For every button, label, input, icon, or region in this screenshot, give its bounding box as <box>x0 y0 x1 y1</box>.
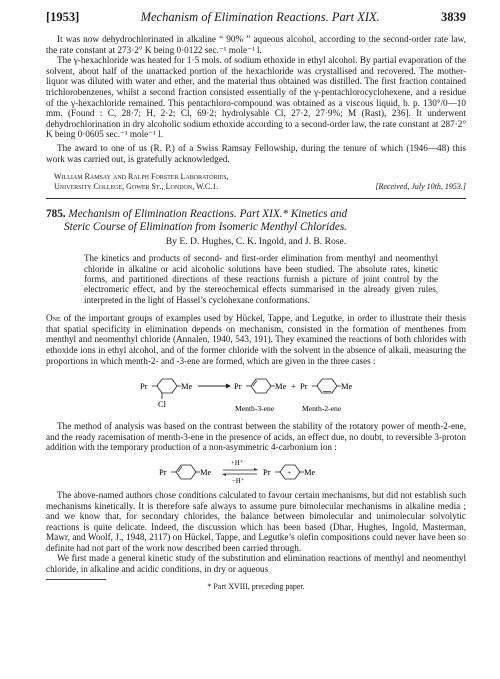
article-number: 785. <box>46 208 66 221</box>
running-header <box>46 10 466 25</box>
paragraph-1 <box>46 313 466 366</box>
s1-pr-1: Pr <box>140 381 148 392</box>
label-menth-3-ene: Menth-3-ene <box>235 404 275 414</box>
s2-me-2: Me <box>304 466 316 477</box>
header-year: [1953] <box>46 10 80 24</box>
paragraph-3: The above-named authors chose conditions calculated to favour certain mechanisms, but did not establish such mechanisms kinetically. It is therefore safe always to assume pure bimolecular mechanisms in alkaline media ; and we know that, for secondary chlorides, the balance between bimolecular and unimolecular solvolytic reactions is quite delicate. Indeed, the discussion which has been based (Dhar, Hughes, Ingold, Masterman, Mawr, and Woolf, J., 1948, 2117) on Hückel, Tappe, and Legutke’s olefin compositions could never have been so definite had not part of the work now described been carried through. <box>46 489 466 553</box>
article-title <box>46 208 466 234</box>
prev-paragraph-2: The γ-hexachloride was heated for 1·5 mols. of sodium ethoxide in ethyl alcohol. By partial evaporation of the solvent, about half of the unattacked portion of the hexachloride was crystallised and recovered. The mother-liquor was diluted with water and ether, and the material thus obtained was distilled. The first fraction contained trichlorobenzenes, whilst a second fraction consisted essentially of the γ-pentachlorocyclohexene, and a residue of the γ-hexachloride remained. This pentachloro-compound was obtained as a viscous liquid, b. p. 130°/0—10 mm. (Found : C, 28·7; H, 2·2; Cl, 69·2; hydrolysable Cl, 27·2, 27·9%; M (Rast), 236]. It underwent dehydrochlorination in dry alcoholic sodium ethoxide according to a second-order law, the rate constant at 287·2° K being 0·0605 sec.⁻¹ mole⁻¹ l. <box>46 55 466 140</box>
s2-pr-1: Pr <box>159 466 167 477</box>
received-date: [Received, July 10th, 1953.] <box>375 182 466 192</box>
s1-me-3: Me <box>341 381 353 392</box>
scheme-2-svg <box>141 456 371 488</box>
footnote-rule <box>46 579 106 580</box>
paragraph-4: We first made a general kinetic study of the substitution and elimination reactions of menthyl and neomenthyl chloride, in alkaline and acidic conditions, in dry or aqueous <box>46 553 466 575</box>
s1-plus: + <box>291 381 296 392</box>
s2-forward-label: +H⁺ <box>231 459 244 467</box>
s1-pr-3: Pr <box>300 381 308 392</box>
lead-word: One <box>46 313 61 324</box>
s1-ring-2 <box>251 379 271 393</box>
s2-pr-2: Pr <box>263 466 271 477</box>
s1-ring-3 <box>317 379 337 393</box>
s1-ring-1 <box>157 379 177 393</box>
s1-me-2: Me <box>275 381 287 392</box>
abstract: The kinetics and products of second- and first-order elimination from menthyl and neomenthyl chloride in alkaline or acid alcoholic solutions have been studied. The absolute rates, kinetic forms, and partitioned directions of these reactions furnish a picture of joint control by the electromeric effect, and by the stereochemical effects summarised in the already given rules, interpreted in the light of Hassel’s cyclohexane conformations. <box>84 253 438 305</box>
s1-pr-2: Pr <box>234 381 242 392</box>
affiliation-line-2: University College, Gower St., London, W.C.1. <box>54 182 219 192</box>
label-menth-2-ene: Menth-2-ene <box>302 404 342 414</box>
page-number: 3839 <box>441 10 466 24</box>
affiliation-line-1: William Ramsay and Ralph Forster Laboratories, <box>54 172 229 182</box>
s2-me-1: Me <box>200 466 212 477</box>
title-line-1: Mechanism of Elimination Reactions. Part XIX.* Kinetics and <box>68 208 348 221</box>
prev-paragraph-1: It was now dehydrochlorinated in alkaline “ 90% ” aqueous alcohol, according to the second-order rate law, the rate constant at 273·2° K being 0·0122 sec.⁻¹ mole⁻¹ l. <box>46 34 466 55</box>
reaction-scheme-2 <box>46 456 466 488</box>
title-line-2: Steric Course of Elimination from Isomeric Menthyl Chlorides. <box>64 221 347 234</box>
s1-me-1: Me <box>181 381 193 392</box>
s2-charge: + <box>287 467 292 477</box>
scheme-1-svg <box>126 369 386 419</box>
section-divider <box>46 198 466 199</box>
footnote: * Part XVIII, preceding paper. <box>207 581 305 591</box>
acknowledgement: The award to one of us (R. P.) of a Swiss Ramsay Fellowship, during the tenure of which (1946—48) this work was carried out, is gratefully acknowledged. <box>46 142 466 164</box>
header-title: Mechanism of Elimination Reactions. Part XIX. <box>140 10 380 24</box>
s1-cl: Cl <box>158 399 167 410</box>
reaction-scheme-1 <box>46 369 466 419</box>
s2-ring-1 <box>176 465 196 479</box>
paragraph-2: The method of analysis was based on the contrast between the stability of the rotatory power of menth-2-ene, and the ready racemisation of menth-3-ene in the presence of acids, an effect due, no doubt, to reversible 3-proton addition with the temporary production of a non-asymmetric 4-carbonium ion : <box>46 421 466 453</box>
s2-reverse-label: −H⁺ <box>232 477 245 485</box>
article-authors: By E. D. Hughes, C. K. Ingold, and J. B. Rose. <box>165 236 347 248</box>
affiliation-block <box>46 172 466 192</box>
paragraph-1-text: of the important groups of examples used by Hückel, Tappe, and Legutke, in order to illustrate their thesis that spatial specificity in elimination depends on mechanism, consisted in the formation of menthenes from menthyl and neomenthyl chloride (Annalen, 1940, 543, 191). They examined the reactions of both chlorides with ethoxide ions in ethyl alcohol, and of the former chloride with the solvent in the absence of alkali, measuring the proportions in which menth-2- and -3-ene are formed, which are given in the three cases : <box>46 313 466 366</box>
